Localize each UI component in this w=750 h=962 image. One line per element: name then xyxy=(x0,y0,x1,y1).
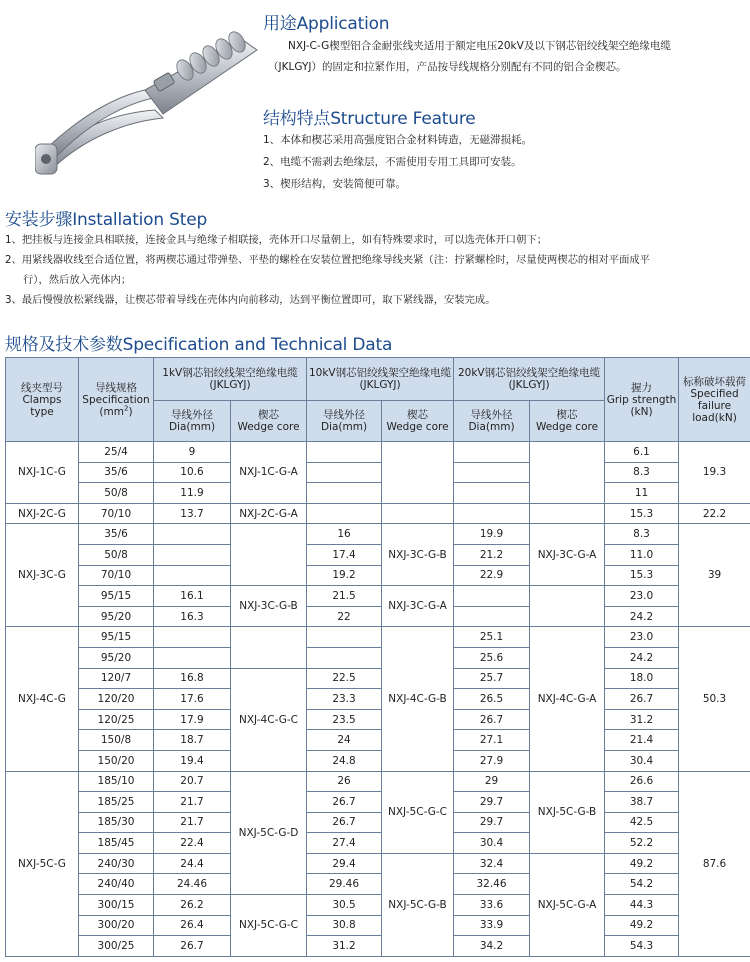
wedge-20kv-cell xyxy=(530,503,605,524)
spec-cell: 300/15 xyxy=(79,895,154,916)
dia-10kv-cell: 22 xyxy=(307,606,382,627)
spec-cell: 300/25 xyxy=(79,936,154,957)
grip-cell: 11.0 xyxy=(605,544,679,565)
dia-20kv-cell: 22.9 xyxy=(454,565,530,586)
dia-1kv-cell xyxy=(154,627,231,648)
grip-cell: 24.2 xyxy=(605,647,679,668)
table-row xyxy=(6,689,750,710)
wedge-20kv-cell xyxy=(530,442,605,504)
header-specification: 导线规格 Specification $(mm^2)$ xyxy=(79,358,154,442)
table-row xyxy=(6,462,750,483)
dia-1kv-cell xyxy=(154,524,231,545)
dia-10kv-cell: 24 xyxy=(307,730,382,751)
dia-10kv-cell: 30.5 xyxy=(307,895,382,916)
wedge-10kv-cell: NXJ-5C-G-B xyxy=(382,853,454,956)
table-row xyxy=(6,544,750,565)
wedge-10kv-cell xyxy=(382,503,454,524)
header-grip-strength: 握力 Grip strength (kN) xyxy=(605,358,679,442)
dia-10kv-cell: 29.46 xyxy=(307,874,382,895)
grip-cell: 30.4 xyxy=(605,750,679,771)
spec-cell: 240/40 xyxy=(79,874,154,895)
clamp-type-cell: NXJ-2C-G xyxy=(6,503,79,524)
wedge-1kv-cell xyxy=(231,524,307,586)
wedge-1kv-cell xyxy=(231,627,307,668)
dia-20kv-cell xyxy=(454,586,530,607)
application-title: 用途Application xyxy=(263,14,390,34)
dia-10kv-cell xyxy=(307,647,382,668)
spec-cell: 95/20 xyxy=(79,606,154,627)
wedge-20kv-cell: NXJ-5C-G-B xyxy=(530,771,605,853)
spec-table xyxy=(5,357,750,957)
dia-10kv-cell: 21.5 xyxy=(307,586,382,607)
dia-10kv-cell xyxy=(307,462,382,483)
grip-cell: 23.0 xyxy=(605,627,679,648)
dia-1kv-cell xyxy=(154,544,231,565)
dia-1kv-cell: 26.4 xyxy=(154,915,231,936)
dia-10kv-cell xyxy=(307,627,382,648)
table-row xyxy=(6,812,750,833)
spec-cell: 120/20 xyxy=(79,689,154,710)
installation-steps xyxy=(5,230,650,310)
dia-1kv-cell: 10.6 xyxy=(154,462,231,483)
application-line-2: （JKLGYJ）的固定和拉紧作用，产品按导线规格分别配有不同的铝合金楔芯。 xyxy=(268,61,627,73)
grip-cell: 8.3 xyxy=(605,462,679,483)
dia-20kv-cell: 27.9 xyxy=(454,750,530,771)
grip-cell: 24.2 xyxy=(605,606,679,627)
spec-cell: 185/25 xyxy=(79,792,154,813)
spec-cell: 150/20 xyxy=(79,750,154,771)
grip-cell: 26.6 xyxy=(605,771,679,792)
dia-1kv-cell: 13.7 xyxy=(154,503,231,524)
grip-cell: 42.5 xyxy=(605,812,679,833)
wedge-1kv-cell: NXJ-2C-G-A xyxy=(231,503,307,524)
spec-cell: 120/25 xyxy=(79,709,154,730)
table-row xyxy=(6,874,750,895)
dia-1kv-cell: 20.7 xyxy=(154,771,231,792)
table-row xyxy=(6,483,750,504)
dia-20kv-cell: 33.9 xyxy=(454,915,530,936)
load-cell: 87.6 xyxy=(679,771,750,956)
grip-cell: 52.2 xyxy=(605,833,679,854)
spec-cell: 120/7 xyxy=(79,668,154,689)
dia-20kv-cell: 21.2 xyxy=(454,544,530,565)
dia-1kv-cell xyxy=(154,647,231,668)
dia-20kv-cell: 29.7 xyxy=(454,812,530,833)
wedge-1kv-cell: NXJ-3C-G-B xyxy=(231,586,307,627)
table-row xyxy=(6,792,750,813)
wedge-20kv-cell: NXJ-3C-G-A xyxy=(530,524,605,586)
spec-cell: 70/10 xyxy=(79,565,154,586)
spec-cell: 25/4 xyxy=(79,442,154,463)
wedge-20kv-cell: NXJ-4C-G-A xyxy=(530,627,605,771)
header-1kv-group: 1kV钢芯铝绞线架空绝缘电缆 (JKLGYJ) xyxy=(154,358,307,401)
dia-20kv-cell: 32.46 xyxy=(454,874,530,895)
dia-10kv-cell: 23.5 xyxy=(307,709,382,730)
structure-item-2: 2、电缆不需剥去绝缘层，不需使用专用工具即可安装。 xyxy=(263,156,522,168)
dia-10kv-cell: 31.2 xyxy=(307,936,382,957)
dia-10kv-cell xyxy=(307,483,382,504)
wedge-1kv-cell: NXJ-5C-G-D xyxy=(231,771,307,895)
dia-10kv-cell: 23.3 xyxy=(307,689,382,710)
header-wedge-10kv: 楔芯 Wedge core xyxy=(382,401,454,442)
wedge-1kv-cell: NXJ-1C-G-A xyxy=(231,442,307,504)
spec-cell: 50/8 xyxy=(79,544,154,565)
header-wedge-1kv: 楔芯 Wedge core xyxy=(231,401,307,442)
dia-10kv-cell: 17.4 xyxy=(307,544,382,565)
dia-10kv-cell xyxy=(307,442,382,463)
dia-20kv-cell xyxy=(454,483,530,504)
grip-cell: 8.3 xyxy=(605,524,679,545)
dia-20kv-cell: 25.7 xyxy=(454,668,530,689)
dia-1kv-cell: 21.7 xyxy=(154,792,231,813)
table-row xyxy=(6,565,750,586)
table-row xyxy=(6,936,750,957)
grip-cell: 49.2 xyxy=(605,915,679,936)
header-failure-load: 标称破坏载荷 Specified failure load(kN) xyxy=(679,358,750,442)
dia-1kv-cell: 17.6 xyxy=(154,689,231,710)
wedge-10kv-cell: NXJ-5C-G-C xyxy=(382,771,454,853)
table-row xyxy=(6,606,750,627)
spec-cell: 185/10 xyxy=(79,771,154,792)
structure-item-1: 1、本体和楔芯采用高强度铝合金材料铸造，无磁滞损耗。 xyxy=(263,134,533,146)
dia-1kv-cell: 26.7 xyxy=(154,936,231,957)
dia-10kv-cell: 26.7 xyxy=(307,812,382,833)
dia-20kv-cell: 26.5 xyxy=(454,689,530,710)
dia-20kv-cell: 19.9 xyxy=(454,524,530,545)
installation-step-2: 2、用紧线器收线至合适位置，将两楔芯通过带弹垫、平垫的螺栓在安装位置把绝缘导线夹紧（注：拧紧螺栓时，尽量使两楔芯的相对平面成平 xyxy=(5,254,650,266)
spec-cell: 35/6 xyxy=(79,462,154,483)
table-row xyxy=(6,915,750,936)
clamp-type-cell: NXJ-3C-G xyxy=(6,524,79,627)
dia-20kv-cell: 32.4 xyxy=(454,853,530,874)
table-row xyxy=(6,668,750,689)
grip-cell: 6.1 xyxy=(605,442,679,463)
header-dia-1kv: 导线外径 Dia(mm) xyxy=(154,401,231,442)
header-10kv-group: 10kV钢芯铝绞线架空绝缘电缆 (JKLGYJ) xyxy=(307,358,454,401)
table-row xyxy=(6,524,750,545)
dia-1kv-cell: 16.1 xyxy=(154,586,231,607)
dia-1kv-cell: 22.4 xyxy=(154,833,231,854)
header-dia-10kv: 导线外径 Dia(mm) xyxy=(307,401,382,442)
structure-list xyxy=(263,129,532,195)
table-row xyxy=(6,627,750,648)
dia-20kv-cell: 25.1 xyxy=(454,627,530,648)
table-row xyxy=(6,586,750,607)
clamp-type-cell: NXJ-4C-G xyxy=(6,627,79,771)
grip-cell: 15.3 xyxy=(605,503,679,524)
dia-1kv-cell: 16.3 xyxy=(154,606,231,627)
dia-10kv-cell: 29.4 xyxy=(307,853,382,874)
grip-cell: 44.3 xyxy=(605,895,679,916)
grip-cell: 26.7 xyxy=(605,689,679,710)
grip-cell: 38.7 xyxy=(605,792,679,813)
grip-cell: 21.4 xyxy=(605,730,679,751)
table-row xyxy=(6,853,750,874)
dia-20kv-cell: 25.6 xyxy=(454,647,530,668)
dia-20kv-cell: 29 xyxy=(454,771,530,792)
spec-cell: 95/15 xyxy=(79,586,154,607)
dia-1kv-cell: 16.8 xyxy=(154,668,231,689)
application-text xyxy=(268,36,671,78)
table-row xyxy=(6,442,750,463)
table-row xyxy=(6,833,750,854)
dia-20kv-cell: 29.7 xyxy=(454,792,530,813)
dia-1kv-cell: 17.9 xyxy=(154,709,231,730)
strain-clamp-illustration xyxy=(35,18,265,183)
table-row xyxy=(6,647,750,668)
spec-cell: 150/8 xyxy=(79,730,154,751)
table-row xyxy=(6,895,750,916)
wedge-10kv-cell: NXJ-3C-G-B xyxy=(382,524,454,586)
load-cell: 50.3 xyxy=(679,627,750,771)
clamp-type-cell: NXJ-5C-G xyxy=(6,771,79,956)
wedge-1kv-cell: NXJ-4C-G-C xyxy=(231,668,307,771)
header-wedge-20kv: 楔芯 Wedge core xyxy=(530,401,605,442)
wedge-10kv-cell xyxy=(382,442,454,504)
structure-item-3: 3、楔形结构，安装简便可靠。 xyxy=(263,178,407,190)
table-row xyxy=(6,730,750,751)
dia-1kv-cell: 19.4 xyxy=(154,750,231,771)
spec-cell: 70/10 xyxy=(79,503,154,524)
load-cell: 19.3 xyxy=(679,442,750,504)
dia-1kv-cell: 9 xyxy=(154,442,231,463)
dia-10kv-cell: 16 xyxy=(307,524,382,545)
wedge-20kv-cell: NXJ-5C-G-A xyxy=(530,853,605,956)
grip-cell: 49.2 xyxy=(605,853,679,874)
spec-title: 规格及技术参数Specification and Technical Data xyxy=(5,335,393,355)
spec-cell: 300/20 xyxy=(79,915,154,936)
structure-title: 结构特点Structure Feature xyxy=(263,109,476,129)
dia-20kv-cell xyxy=(454,503,530,524)
dia-10kv-cell: 19.2 xyxy=(307,565,382,586)
grip-cell: 54.3 xyxy=(605,936,679,957)
installation-step-1: 1、把挂板与连接金具相联接，连接金具与绝缘子相联接，壳体开口尽量朝上，如有特殊要求时，可以选壳体开口朝下； xyxy=(5,234,547,246)
dia-10kv-cell: 26.7 xyxy=(307,792,382,813)
grip-cell: 54.2 xyxy=(605,874,679,895)
spec-cell: 185/45 xyxy=(79,833,154,854)
application-line-1: NXJ-C-G楔型铝合金耐张线夹适用于额定电压20kV及以下钢芯铝绞线架空绝缘电缆 xyxy=(288,40,671,52)
wedge-1kv-cell: NXJ-5C-G-C xyxy=(231,895,307,957)
table-row xyxy=(6,750,750,771)
grip-cell: 11 xyxy=(605,483,679,504)
dia-20kv-cell xyxy=(454,462,530,483)
grip-cell: 23.0 xyxy=(605,586,679,607)
spec-cell: 35/6 xyxy=(79,524,154,545)
header-20kv-group: 20kV钢芯铝绞线架空绝缘电缆 (JKLGYJ) xyxy=(454,358,605,401)
installation-step-3: 3、最后慢慢放松紧线器，让楔芯带着导线在壳体内向前移动，达到平衡位置即可，取下紧线器，安装完成。 xyxy=(5,294,496,306)
dia-1kv-cell: 21.7 xyxy=(154,812,231,833)
spec-cell: 185/30 xyxy=(79,812,154,833)
dia-20kv-cell: 27.1 xyxy=(454,730,530,751)
load-cell: 22.2 xyxy=(679,503,750,524)
spec-cell: 240/30 xyxy=(79,853,154,874)
dia-20kv-cell: 30.4 xyxy=(454,833,530,854)
dia-10kv-cell: 27.4 xyxy=(307,833,382,854)
installation-title: 安装步骤Installation Step xyxy=(5,210,208,230)
wedge-20kv-cell xyxy=(530,586,605,627)
wedge-10kv-cell: NXJ-3C-G-A xyxy=(382,586,454,627)
clamp-type-cell: NXJ-1C-G xyxy=(6,442,79,504)
load-cell: 39 xyxy=(679,524,750,627)
dia-20kv-cell: 33.6 xyxy=(454,895,530,916)
dia-1kv-cell: 26.2 xyxy=(154,895,231,916)
dia-20kv-cell xyxy=(454,606,530,627)
dia-10kv-cell: 26 xyxy=(307,771,382,792)
dia-1kv-cell xyxy=(154,565,231,586)
grip-cell: 15.3 xyxy=(605,565,679,586)
dia-1kv-cell: 11.9 xyxy=(154,483,231,504)
header-dia-20kv: 导线外径 Dia(mm) xyxy=(454,401,530,442)
spec-cell: 95/20 xyxy=(79,647,154,668)
dia-1kv-cell: 24.46 xyxy=(154,874,231,895)
table-row xyxy=(6,503,750,524)
spec-cell: 95/15 xyxy=(79,627,154,648)
dia-10kv-cell xyxy=(307,503,382,524)
table-row xyxy=(6,771,750,792)
dia-20kv-cell: 26.7 xyxy=(454,709,530,730)
dia-20kv-cell: 34.2 xyxy=(454,936,530,957)
dia-1kv-cell: 24.4 xyxy=(154,853,231,874)
dia-10kv-cell: 30.8 xyxy=(307,915,382,936)
dia-20kv-cell xyxy=(454,442,530,463)
installation-step-2-cont: 行），然后放入壳体内； xyxy=(23,274,132,286)
dia-10kv-cell: 24.8 xyxy=(307,750,382,771)
grip-cell: 31.2 xyxy=(605,709,679,730)
dia-10kv-cell: 22.5 xyxy=(307,668,382,689)
header-clamp-type: 线夹型号 Clamps type xyxy=(6,358,79,442)
spec-cell: 50/8 xyxy=(79,483,154,504)
wedge-10kv-cell: NXJ-4C-G-B xyxy=(382,627,454,771)
dia-1kv-cell: 18.7 xyxy=(154,730,231,751)
grip-cell: 18.0 xyxy=(605,668,679,689)
table-row xyxy=(6,709,750,730)
